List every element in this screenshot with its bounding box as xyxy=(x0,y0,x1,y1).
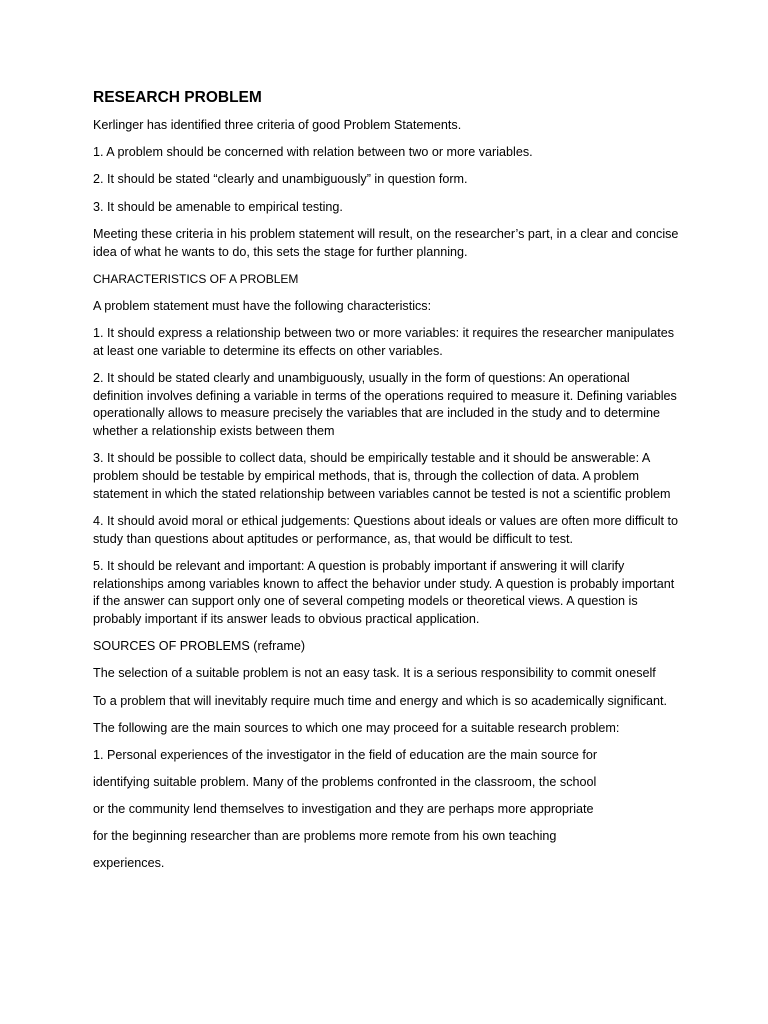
sources-line: or the community lend themselves to investigation and they are perhaps more appropriate xyxy=(93,801,594,816)
sources-line: experiences. xyxy=(93,855,165,870)
characteristics-intro: A problem statement must have the following characteristics: xyxy=(93,298,432,313)
characteristic-item: 4. It should avoid moral or ethical judgements: Questions about ideals or values are often more difficult to study than questions about aptitudes or performance, as, that would be difficult to test. xyxy=(93,513,679,546)
sources-line: identifying suitable problem. Many of the problems confronted in the classroom, the school xyxy=(93,774,597,789)
characteristic-item: 3. It should be possible to collect data, should be empirically testable and it should be answerable: A problem should be testable by empirical methods, that is, through the collection of data. A problem statement in which the stated relationship between variables cannot be tested is not a scientific problem xyxy=(93,451,671,501)
sources-paragraph: To a problem that will inevitably require much time and energy and which is so academically significant. xyxy=(93,693,667,708)
sources-paragraph: The following are the main sources to which one may proceed for a suitable research problem: xyxy=(93,720,620,735)
criteria-item: 1. A problem should be concerned with relation between two or more variables. xyxy=(93,145,533,160)
characteristic-item: 1. It should express a relationship between two or more variables: it requires the researcher manipulates at least one variable to determine its effects on other variables. xyxy=(93,326,675,358)
sources-line: for the beginning researcher than are problems more remote from his own teaching xyxy=(93,828,557,843)
sources-line: 1. Personal experiences of the investigator in the field of education are the main source for xyxy=(93,747,598,762)
criteria-item: 2. It should be stated “clearly and unambiguously” in question form. xyxy=(93,172,468,187)
section-heading-characteristics: CHARACTERISTICS OF A PROBLEM xyxy=(93,271,299,286)
intro-paragraph: Kerlinger has identified three criteria of good Problem Statements. xyxy=(93,118,462,132)
characteristic-item: 5. It should be relevant and important: A question is probably important if answering it will clarify relationships among variables known to affect the behavior under study. A question is probably important if the answer can support only one of several competing models or theoretical views. A question is probably important if its answer leads to obvious practical application. xyxy=(93,558,675,626)
section-heading-sources: SOURCES OF PROBLEMS (reframe) xyxy=(93,639,306,654)
document-page xyxy=(93,88,683,882)
page-title: RESEARCH PROBLEM xyxy=(93,89,262,106)
criteria-item: 3. It should be amenable to empirical testing. xyxy=(93,199,343,214)
characteristic-item: 2. It should be stated clearly and unambiguously, usually in the form of questions: An operational definition involves defining a variable in terms of the operations required to measure it. Defining variables operationally allows to measure precisely the variables that are included in the study and to determine whether a relationship exists between them xyxy=(93,371,677,439)
sources-paragraph: The selection of a suitable problem is not an easy task. It is a serious responsibility to commit oneself xyxy=(93,666,656,681)
criteria-result-paragraph: Meeting these criteria in his problem statement will result, on the researcher’s part, in a clear and concise idea of what he wants to do, this sets the stage for further planning. xyxy=(93,226,679,259)
